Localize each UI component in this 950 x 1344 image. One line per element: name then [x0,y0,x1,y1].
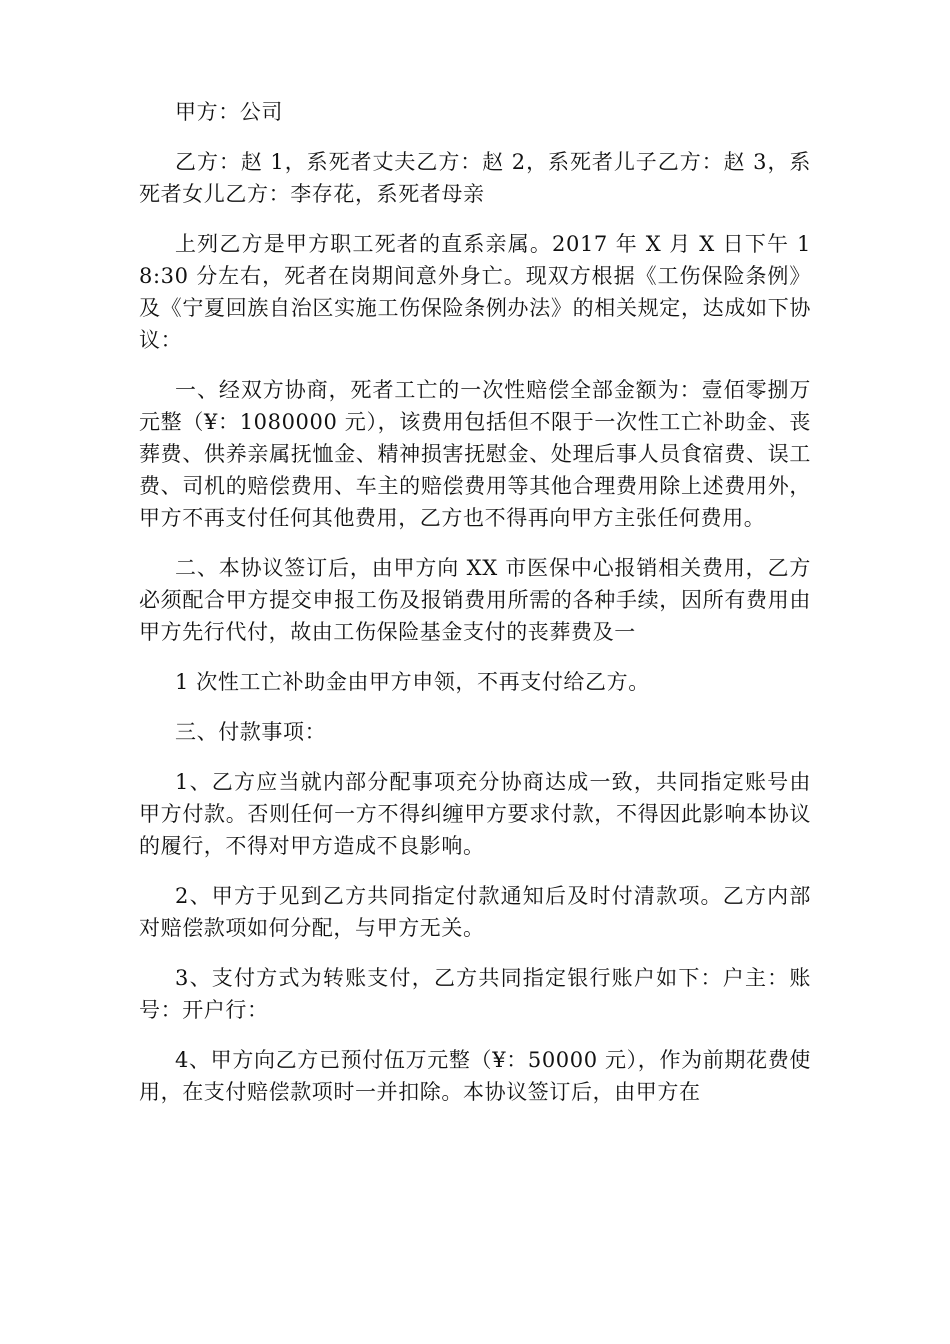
clause-one-paragraph: 一、经双方协商，死者工亡的一次性赔偿全部金额为：壹佰零捌万元整（¥：1080000 元），该费用包括但不限于一次性工亡补助金、丧葬费、供养亲属抚恤金、精神损害抚慰金、处理后事人员食宿费、误工费、司机的赔偿费用、车主的赔偿费用等其他合理费用除上述费用外，甲方不再支付任何其他费用，乙方也不得再向甲方主张任何费用。 [139,378,811,530]
payment-item-2: 2、甲方于见到乙方共同指定付款通知后及时付清款项。乙方内部对赔偿款项如何分配，与甲方无关。 [139,884,811,940]
clause-two-continuation: 1 次性工亡补助金由甲方申领，不再支付给乙方。 [175,670,650,694]
clause-three-heading: 三、付款事项： [175,720,327,744]
clause-two-paragraph: 二、本协议签订后，由甲方向 XX 市医保中心报销相关费用，乙方必须配合甲方提交申报工伤及报销费用所需的各种手续，因所有费用由甲方先行代付，故由工伤保险基金支付的丧葬费及一 [139,556,811,644]
preamble-paragraph: 上列乙方是甲方职工死者的直系亲属。2017 年 X 月 X 日下午 18:30 分左右，死者在岗期间意外身亡。现双方根据《工伤保险条例》及《宁夏回族自治区实施工伤保险条例办法》的相关规定，达成如下协议： [139,232,811,352]
payment-item-1: 1、乙方应当就内部分配事项充分协商达成一致，共同指定账号由甲方付款。否则任何一方不得纠缠甲方要求付款，不得因此影响本协议的履行，不得对甲方造成不良影响。 [139,770,811,858]
party-a-line: 甲方：公司 [175,100,283,124]
party-b-line: 乙方：赵 1，系死者丈夫乙方：赵 2，系死者儿子乙方：赵 3，系死者女儿乙方：李存花，系死者母亲 [139,150,811,206]
document-body [139,96,811,1126]
payment-item-4: 4、甲方向乙方已预付伍万元整（¥：50000 元），作为前期花费使用，在支付赔偿款项时一并扣除。本协议签订后，由甲方在 [139,1048,811,1104]
payment-item-3: 3、支付方式为转账支付，乙方共同指定银行账户如下：户主：账号：开户行： [139,966,811,1022]
